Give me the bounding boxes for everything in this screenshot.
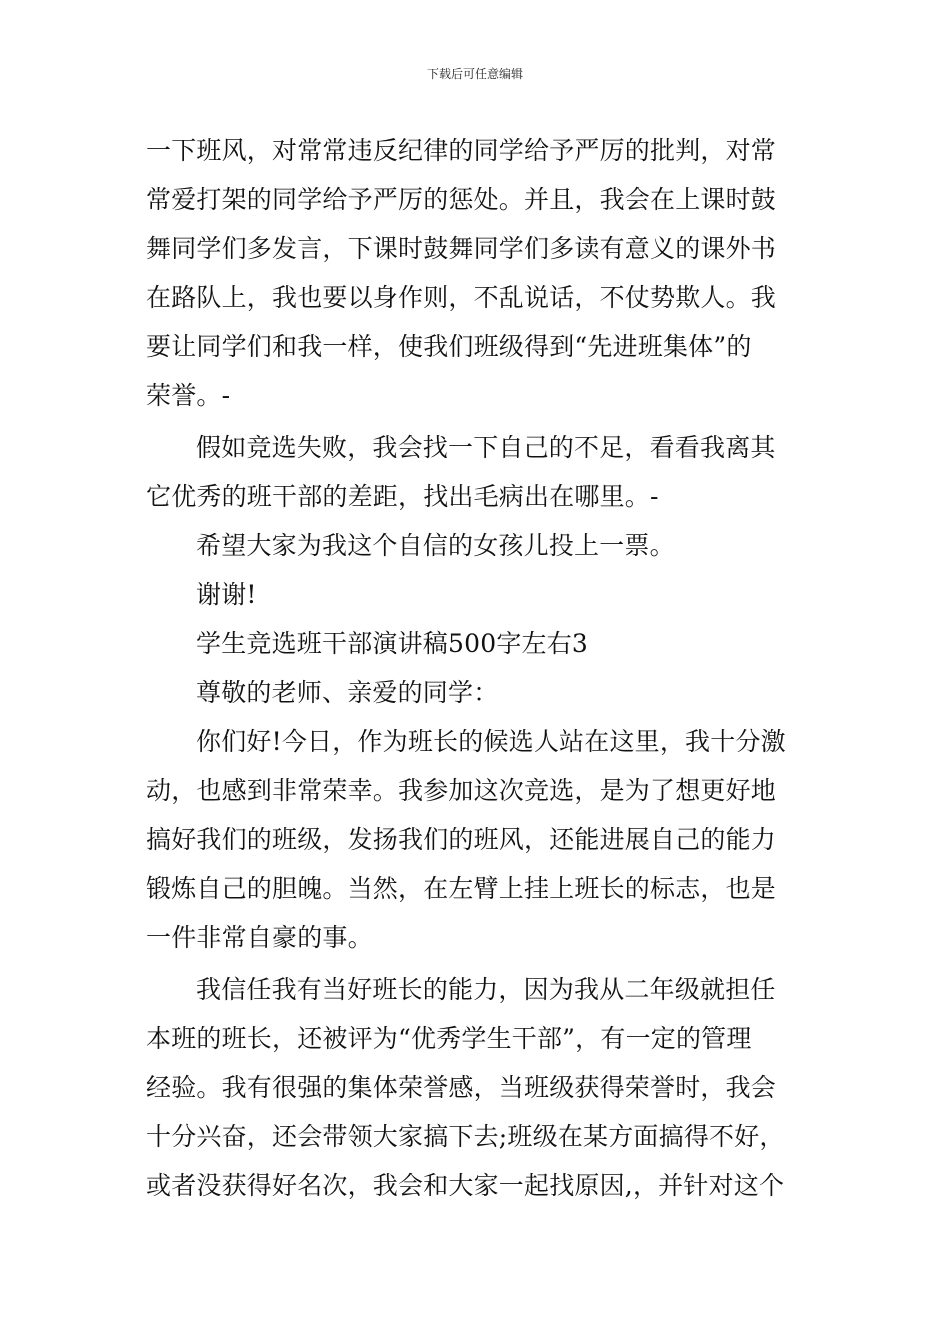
text-line: 常爱打架的同学给予严厉的惩处。并且，我会在上课时鼓 [146, 185, 777, 214]
text-line: 一下班风，对常常违反纪律的同学给予严厉的批判，对常 [146, 136, 777, 165]
text-line: 一件非常自豪的事。 [146, 923, 373, 952]
text-line: 要让同学们和我一样，使我们班级得到“先进班集体”的 [146, 332, 752, 361]
paragraph-start-line: 我信任我有当好班长的能力，因为我从二年级就担任 [196, 975, 776, 1004]
text-line: 十分兴奋，还会带领大家搞下去;班级在某方面搞得不好， [146, 1122, 785, 1151]
text-line: 或者没获得好名次，我会和大家一起找原因,，并针对这个 [146, 1171, 785, 1200]
paragraph-start-line: 你们好!今日，作为班长的候选人站在这里，我十分激 [196, 727, 786, 756]
paragraph-start-line: 谢谢! [196, 580, 257, 609]
page-header: 下载后可任意编辑 [426, 67, 523, 81]
text-line: 搞好我们的班级，发扬我们的班风，还能进展自己的能力 [146, 825, 777, 854]
section-title: 学生竞选班干部演讲稿500字左右3 [196, 629, 589, 658]
text-line: 动，也感到非常荣幸。我参加这次竞选，是为了想更好地 [146, 776, 777, 805]
text-line: 荣誉。- [146, 381, 231, 410]
paragraph-start-line: 希望大家为我这个自信的女孩儿投上一票。 [196, 531, 675, 560]
document-body [146, 126, 806, 1210]
text-line: 舞同学们多发言，下课时鼓舞同学们多读有意义的课外书 [146, 234, 777, 263]
text-line: 它优秀的班干部的差距，找出毛病出在哪里。- [146, 482, 659, 511]
text-line: 锻炼自己的胆魄。当然，在左臂上挂上班长的标志，也是 [146, 874, 777, 903]
text-line: 经验。我有很强的集体荣誉感，当班级获得荣誉时，我会 [146, 1073, 777, 1102]
paragraph-start-line: 假如竞选失败，我会找一下自己的不足，看看我离其 [196, 433, 776, 462]
text-line: 本班的班长，还被评为“优秀学生干部”，有一定的管理 [146, 1024, 752, 1053]
salutation-line: 尊敬的老师、亲爱的同学： [196, 678, 499, 707]
text-line: 在路队上，我也要以身作则，不乱说话，不仗势欺人。我 [146, 283, 777, 312]
